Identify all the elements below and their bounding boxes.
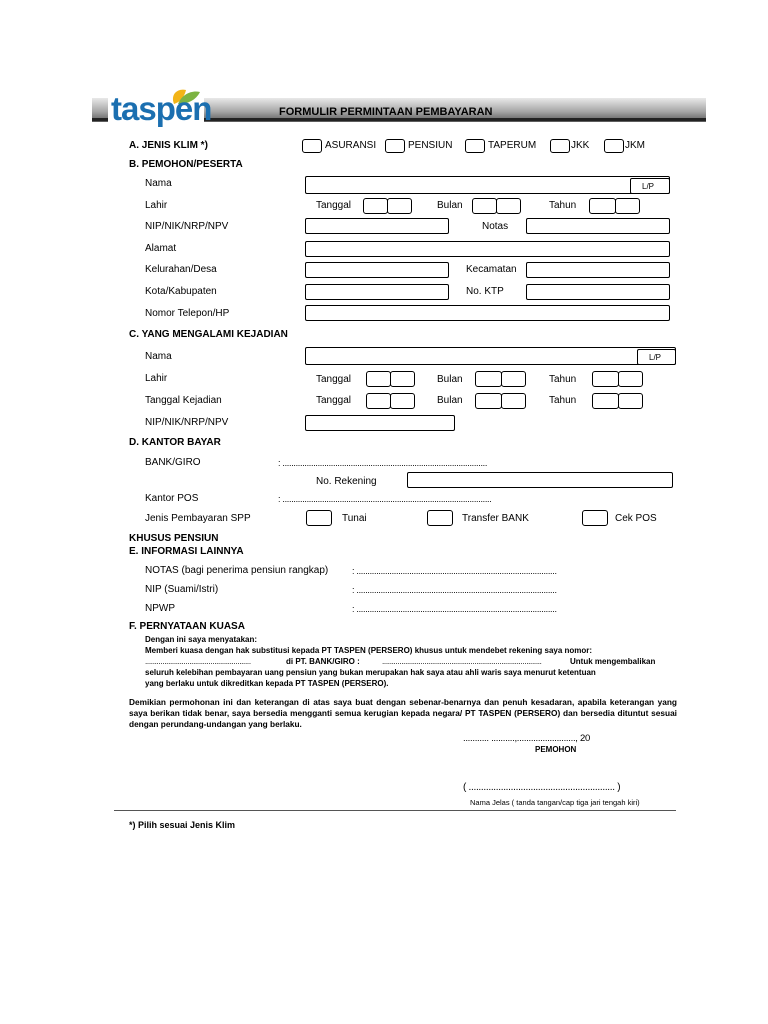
label-pensiun: PENSIUN	[408, 140, 453, 151]
b-kelurahan-input[interactable]	[305, 262, 449, 278]
declaration-paragraph: Demikian permohonan ini dan keterangan di atas saya buat dengan sebenar-benarnya dan penuh kesadaran, apabila keterangan yang saya berikan tidak benar, saya bersedia mengganti semua kerugian kepada negara/ PT TASPEN (PERSERO) dan bersedia dituntut sesuai dengan perundang-undangan yang berlaku.	[129, 697, 677, 729]
c-tanggal-box-2[interactable]	[390, 371, 415, 387]
section-a-title: A. JENIS KLIM *)	[129, 140, 208, 151]
form-title: FORMULIR PERMINTAAN PEMBAYARAN	[279, 106, 493, 118]
label-d-jenis: Jenis Pembayaran SPP	[145, 513, 251, 524]
section-d-title: D. KANTOR BAYAR	[129, 437, 221, 448]
c-nama-input[interactable]	[305, 347, 676, 365]
label-c-bulan-2: Bulan	[437, 395, 463, 406]
section-f-title: F. PERNYATAAN KUASA	[129, 621, 245, 632]
label-asuransi: ASURANSI	[325, 140, 377, 151]
label-e-notas: NOTAS (bagi penerima pensiun rangkap)	[145, 565, 329, 576]
label-b-kecamatan: Kecamatan	[466, 264, 517, 275]
b-telepon-input[interactable]	[305, 305, 670, 321]
label-c-nama: Nama	[145, 351, 172, 362]
b-tanggal-box-1[interactable]	[363, 198, 388, 214]
label-d-pos: Kantor POS	[145, 493, 199, 504]
logo-text: taspen	[111, 90, 212, 127]
f-line-3c[interactable]: ...................................................................................	[382, 657, 542, 666]
c-tahun-box-1[interactable]	[592, 371, 619, 387]
f-line-2: Memberi kuasa dengan hak substitusi kepada PT TASPEN (PERSERO) khusus untuk mendebet rekening saya nomor:	[145, 646, 593, 655]
section-c-title: C. YANG MENGALAMI KEJADIAN	[129, 329, 288, 340]
b-ktp-input[interactable]	[526, 284, 670, 300]
label-jkk: JKK	[571, 140, 590, 151]
b-kota-input[interactable]	[305, 284, 449, 300]
f-line-3d: Untuk mengembalikan	[570, 657, 656, 666]
label-b-notas: Notas	[482, 221, 509, 232]
checkbox-asuransi[interactable]	[302, 139, 322, 153]
f-line-4: seluruh kelebihan pembayaran uang pensiun yang bukan merupakan hak saya atau ahli waris saya menurut ketentuan	[145, 668, 596, 677]
c-tanggal-box-1[interactable]	[366, 371, 391, 387]
b-tahun-box-1[interactable]	[589, 198, 616, 214]
footnote: *) Pilih sesuai Jenis Klim	[129, 820, 236, 830]
label-b-kelurahan: Kelurahan/Desa	[145, 264, 217, 275]
c-tahun-box-2[interactable]	[618, 371, 643, 387]
label-c-tgl-kejadian: Tanggal Kejadian	[145, 395, 222, 406]
c-kej-bulan-box-1[interactable]	[475, 393, 502, 409]
label-d-transfer: Transfer BANK	[462, 513, 529, 524]
label-c-tahun-2: Tahun	[549, 395, 577, 406]
c-bulan-box-2[interactable]	[501, 371, 526, 387]
label-c-tahun: Tahun	[549, 374, 577, 385]
label-b-alamat: Alamat	[145, 243, 177, 254]
b-bulan-box-2[interactable]	[496, 198, 521, 214]
checkbox-pensiun[interactable]	[385, 139, 405, 153]
taspen-logo	[108, 86, 212, 128]
label-b-tahun: Tahun	[549, 200, 577, 211]
e-npwp-dots[interactable]: : ...........................................................................................	[352, 604, 557, 614]
f-line-3a[interactable]: .......................................................	[145, 657, 251, 666]
label-b-nip: NIP/NIK/NRP/NPV	[145, 221, 229, 232]
label-d-tunai: Tunai	[342, 513, 367, 524]
pemohon-label: PEMOHON	[535, 745, 577, 754]
c-kej-tahun-box-1[interactable]	[592, 393, 619, 409]
c-bulan-box-1[interactable]	[475, 371, 502, 387]
label-b-lahir: Lahir	[145, 200, 168, 211]
b-kecamatan-input[interactable]	[526, 262, 670, 278]
b-nip-input[interactable]	[305, 218, 449, 234]
b-lp-box[interactable]	[630, 178, 670, 194]
d-bank-dots[interactable]: : .............................................................................................	[278, 458, 488, 468]
label-d-cekpos: Cek POS	[615, 513, 657, 524]
b-bulan-box-1[interactable]	[472, 198, 497, 214]
label-d-rekening: No. Rekening	[316, 476, 377, 487]
label-taperum: TAPERUM	[488, 140, 537, 151]
c-kej-tahun-box-2[interactable]	[618, 393, 643, 409]
footer-divider	[114, 810, 676, 811]
d-rekening-input[interactable]	[407, 472, 673, 488]
b-notas-input[interactable]	[526, 218, 670, 234]
checkbox-tunai[interactable]	[306, 510, 332, 526]
b-lp-label: L/P	[642, 182, 655, 191]
label-c-nip: NIP/NIK/NRP/NPV	[145, 417, 229, 428]
checkbox-jkk[interactable]	[550, 139, 570, 153]
b-tanggal-box-2[interactable]	[387, 198, 412, 214]
f-line-1: Dengan ini saya menyatakan:	[145, 635, 258, 644]
label-b-tanggal: Tanggal	[316, 200, 352, 211]
label-b-nama: Nama	[145, 178, 172, 189]
f-line-5: yang berlaku untuk dikreditkan kepada PT TASPEN (PERSERO).	[145, 679, 389, 688]
section-e-title: E. INFORMASI LAINNYA	[129, 546, 244, 557]
b-tahun-box-2[interactable]	[615, 198, 640, 214]
c-kej-tanggal-box-1[interactable]	[366, 393, 391, 409]
label-b-bulan: Bulan	[437, 200, 463, 211]
e-nip-dots[interactable]: : ...........................................................................................	[352, 585, 557, 595]
label-d-bank: BANK/GIRO	[145, 457, 201, 468]
f-line-3b: di PT. BANK/GIRO :	[286, 657, 360, 666]
label-jkm: JKM	[625, 140, 645, 151]
label-b-ktp: No. KTP	[466, 286, 504, 297]
khusus-pensiun-label: KHUSUS PENSIUN	[129, 533, 219, 544]
c-lp-box[interactable]	[637, 349, 676, 365]
b-nama-input[interactable]	[305, 176, 670, 194]
c-nip-input[interactable]	[305, 415, 455, 431]
label-c-lahir: Lahir	[145, 373, 168, 384]
label-b-telepon: Nomor Telepon/HP	[145, 308, 230, 319]
signature-date-line[interactable]: ........... ..........,........................., 20	[463, 733, 590, 744]
signature-caption: Nama Jelas ( tanda tangan/cap tiga jari tengah kiri)	[470, 798, 640, 807]
b-alamat-input[interactable]	[305, 241, 670, 257]
c-lp-label: L/P	[649, 353, 662, 362]
checkbox-cekpos[interactable]	[582, 510, 608, 526]
e-notas-dots[interactable]: : ...........................................................................................	[352, 566, 557, 576]
label-e-npwp: NPWP	[145, 603, 175, 614]
label-b-kota: Kota/Kabupaten	[145, 286, 217, 297]
c-kej-bulan-box-2[interactable]	[501, 393, 526, 409]
checkbox-jkm[interactable]	[604, 139, 624, 153]
c-kej-tanggal-box-2[interactable]	[390, 393, 415, 409]
label-e-nip: NIP (Suami/Istri)	[145, 584, 219, 595]
checkbox-transfer[interactable]	[427, 510, 453, 526]
label-c-bulan: Bulan	[437, 374, 463, 385]
label-c-tanggal-2: Tanggal	[316, 395, 352, 406]
signature-name-line[interactable]: ( ........................................................... )	[463, 782, 621, 793]
section-b-title: B. PEMOHON/PESERTA	[129, 159, 243, 170]
d-pos-dots[interactable]: : ...............................................................................................	[278, 494, 492, 504]
label-c-tanggal: Tanggal	[316, 374, 352, 385]
checkbox-taperum[interactable]	[465, 139, 485, 153]
